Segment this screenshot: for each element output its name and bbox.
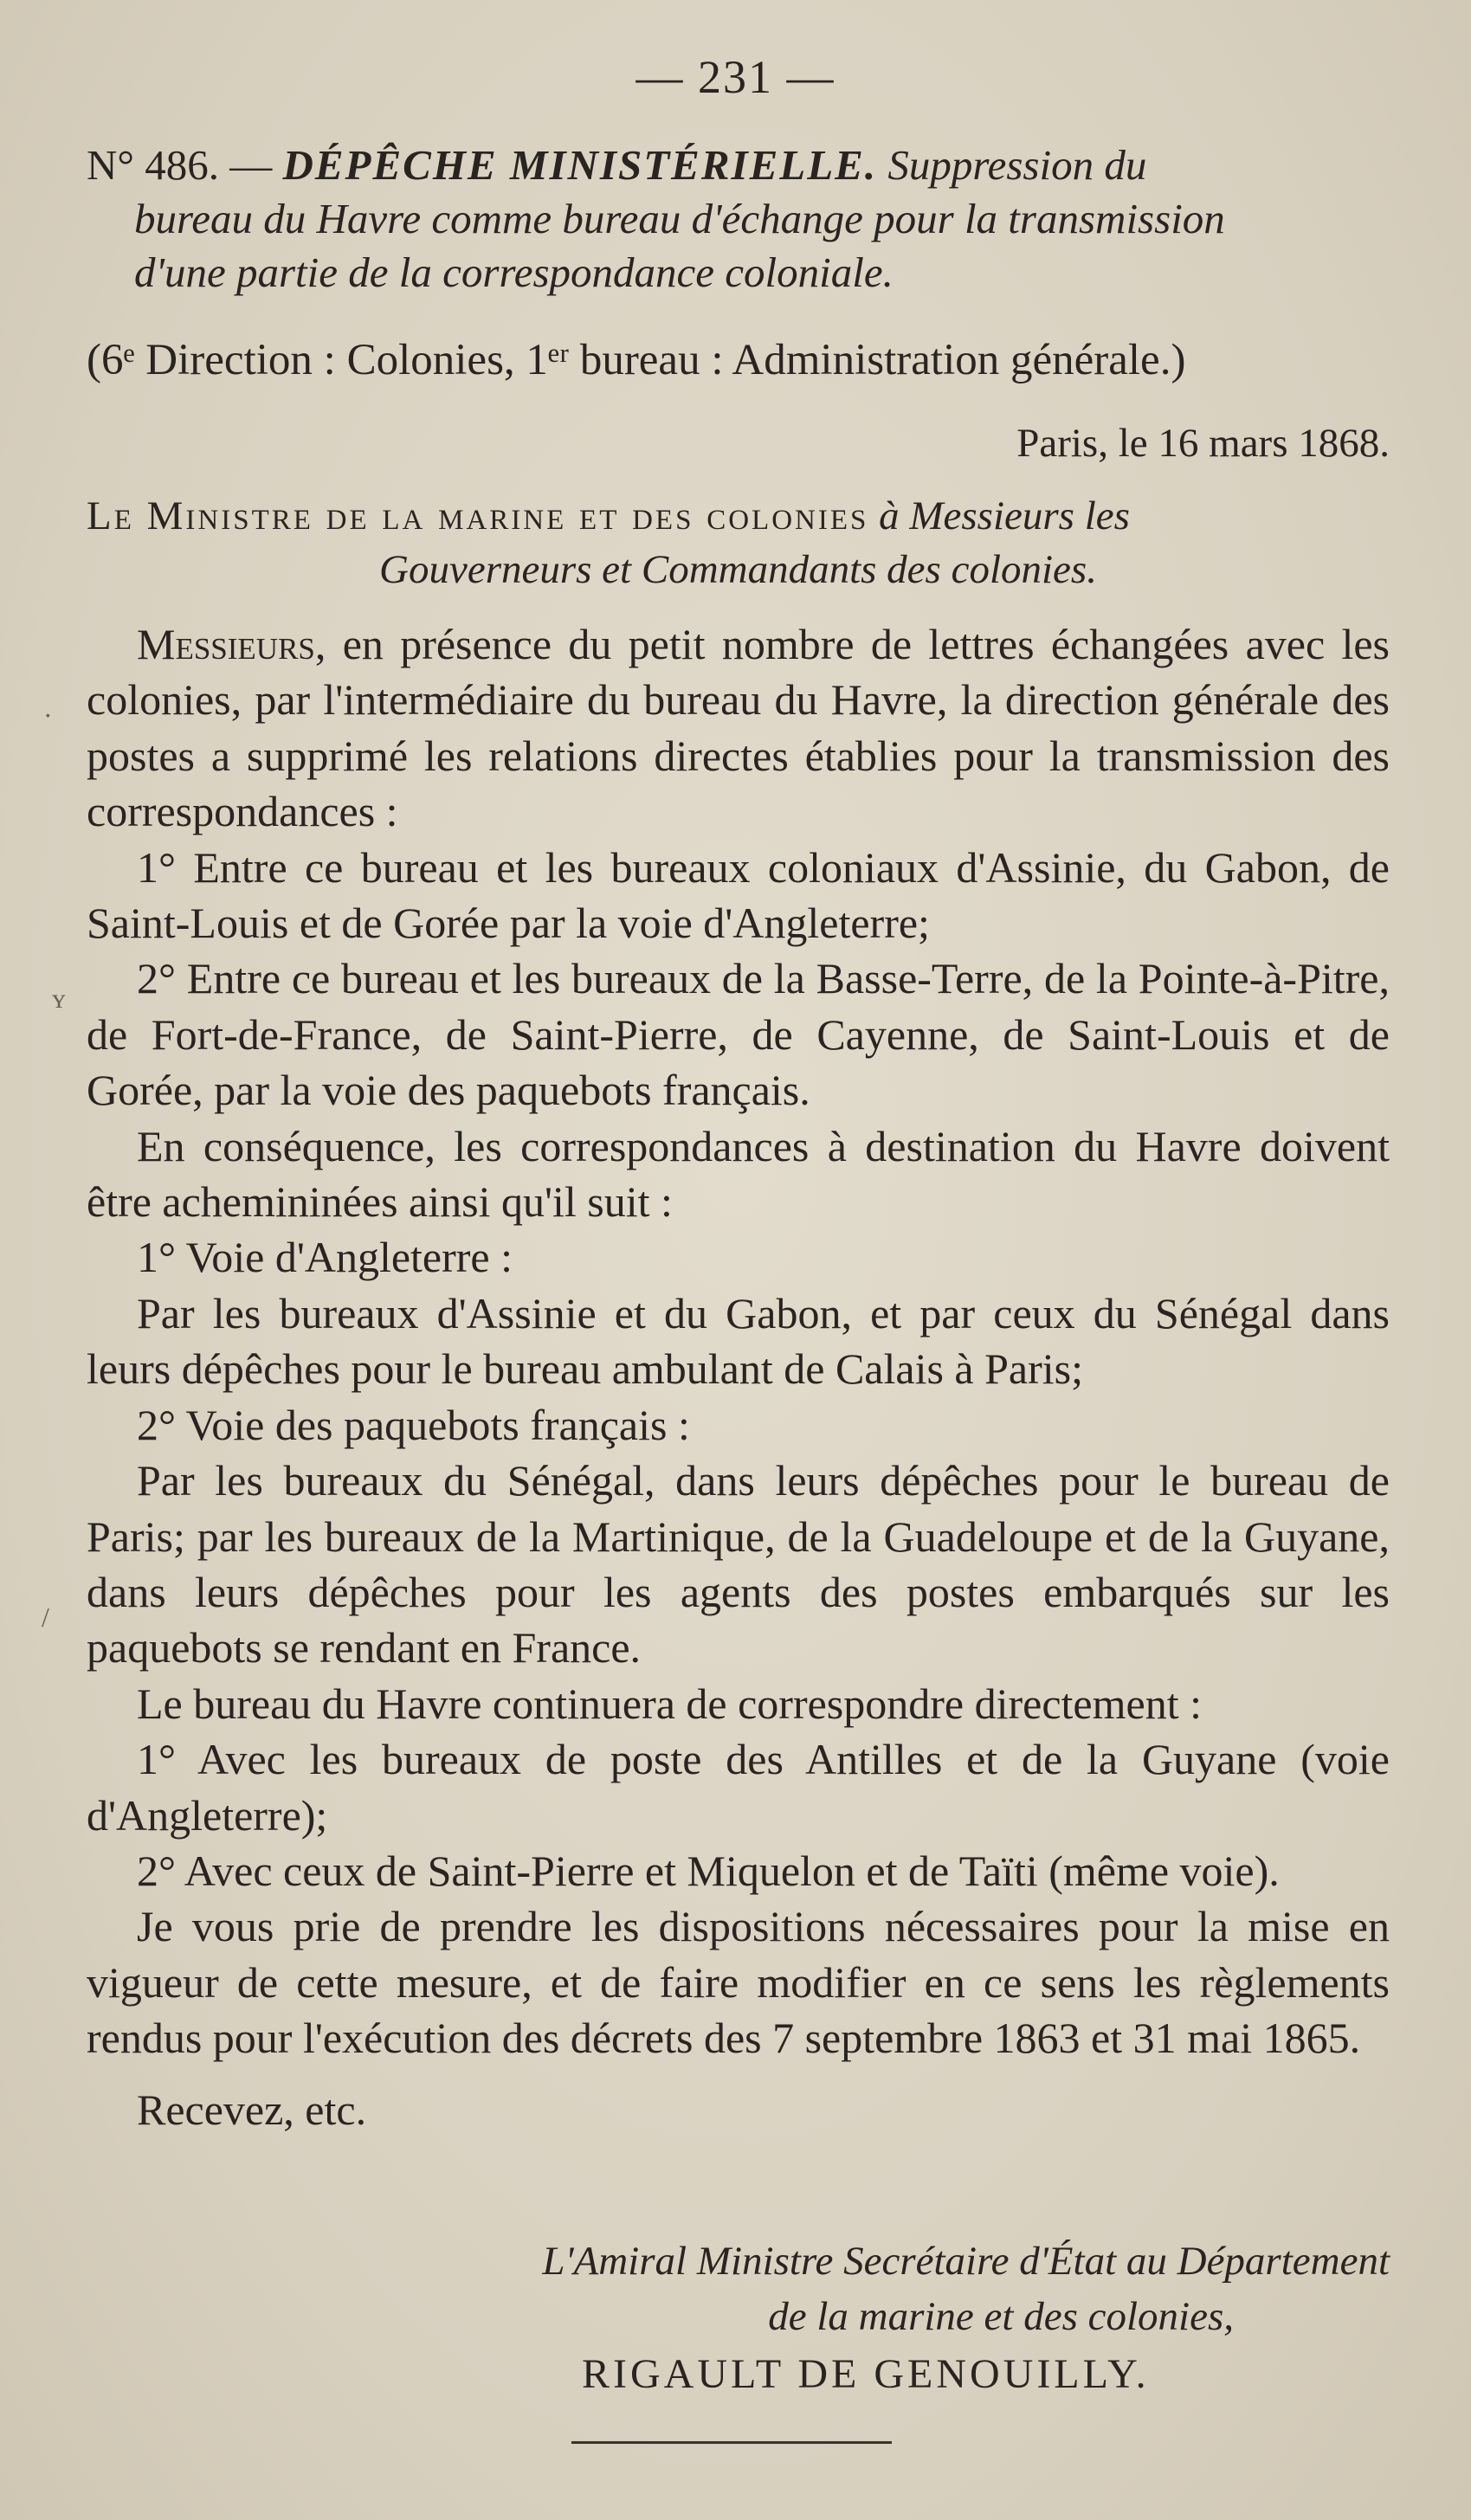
- paragraph: Par les bureaux du Sénégal, dans leurs dépêches pour le bureau de Paris; par les bureaux de la Martinique, de la Guadeloupe et de la Guyane, dans leurs dépêches pour les agents des postes embarqués sur les paquebots se rendant en France.: [87, 1456, 1390, 1672]
- recipients: Gouverneurs et Commandants des colonies.: [379, 547, 1097, 592]
- dispatch-title: DÉPÊCHE MINISTÉRIELLE.: [282, 141, 878, 189]
- sender: Le Ministre de la marine et des colonies: [87, 493, 869, 538]
- signatory-name: RIGAULT DE GENOUILLY.: [582, 2351, 1150, 2397]
- dispatch-subject-line1: Suppression du: [877, 141, 1147, 189]
- signature-department: de la marine et des colonies,: [768, 2294, 1234, 2339]
- paragraph: Je vous prie de prendre les dispositions nécessaires pour la mise en vigueur de cette mesure, et de faire modifier en ce sens les règlements rendus pour l'exécution des décrets des 7 septembre 1863 et 31 mai 1865.: [87, 1902, 1390, 2063]
- salutation: Messieurs: [137, 620, 315, 668]
- dateline: Paris, le 16 mars 1868.: [1016, 421, 1390, 466]
- margin-mark: ·: [43, 699, 53, 731]
- margin-mark: /: [42, 1602, 49, 1633]
- paragraph: Par les bureaux d'Assinie et du Gabon, et par ceux du Sénégal dans leurs dépêches pour le bureau ambulant de Calais à Paris;: [87, 1288, 1390, 1394]
- addressee-prefix: à Messieurs les: [868, 493, 1130, 538]
- dispatch-heading: [87, 139, 1390, 300]
- dispatch-number: N° 486. —: [87, 141, 283, 189]
- paragraph: Messieurs, en présence du petit nombre de lettres échangées avec les colonies, par l'intermédiaire du bureau du Havre, la direction générale des postes a supprimé les relations directes établies pour la transmission des correspondances :: [87, 620, 1390, 836]
- paragraph: 2° Voie des paquebots français :: [137, 1400, 690, 1449]
- paragraph: 2° Avec ceux de Saint-Pierre et Miquelon et de Taïti (même voie).: [137, 1846, 1280, 1895]
- paragraph: 1° Avec les bureaux de poste des Antilles et de la Guyane (voie d'Angleterre);: [87, 1735, 1390, 1840]
- dispatch-subject-line2: bureau du Havre comme bureau d'échange pour la transmission: [134, 195, 1225, 242]
- closing-rule: [571, 2441, 892, 2444]
- paragraph: 2° Entre ce bureau et les bureaux de la Basse-Terre, de la Pointe-à-Pitre, de Fort-de-France, de Saint-Pierre, de Cayenne, de Saint-Louis et de Gorée, par la voie des paquebots français.: [87, 954, 1390, 1115]
- signature-block: [542, 2233, 1390, 2344]
- letter-body: [87, 616, 1390, 2137]
- paragraph: En conséquence, les correspondances à destination du Havre doivent être achemininées ainsi qu'il suit :: [87, 1121, 1390, 1227]
- signature-title: L'Amiral Ministre Secrétaire d'État au Département: [542, 2239, 1390, 2284]
- paragraph-closing: Recevez, etc.: [137, 2085, 367, 2134]
- paragraph: 1° Voie d'Angleterre :: [137, 1233, 513, 1282]
- address: [87, 489, 1390, 596]
- paragraph: Le bureau du Havre continuera de correspondre directement :: [137, 1679, 1202, 1728]
- margin-mark: ʏ: [52, 983, 66, 1014]
- page-number: — 231 —: [635, 51, 836, 103]
- dispatch-subject-line3: d'une partie de la correspondance coloniale.: [134, 248, 894, 296]
- direction-line: (6ᵉ Direction : Colonies, 1ᵉʳ bureau : Administration générale.): [87, 336, 1186, 384]
- paragraph: 1° Entre ce bureau et les bureaux coloniaux d'Assinie, du Gabon, de Saint-Louis et de Gorée par la voie d'Angleterre;: [87, 842, 1390, 948]
